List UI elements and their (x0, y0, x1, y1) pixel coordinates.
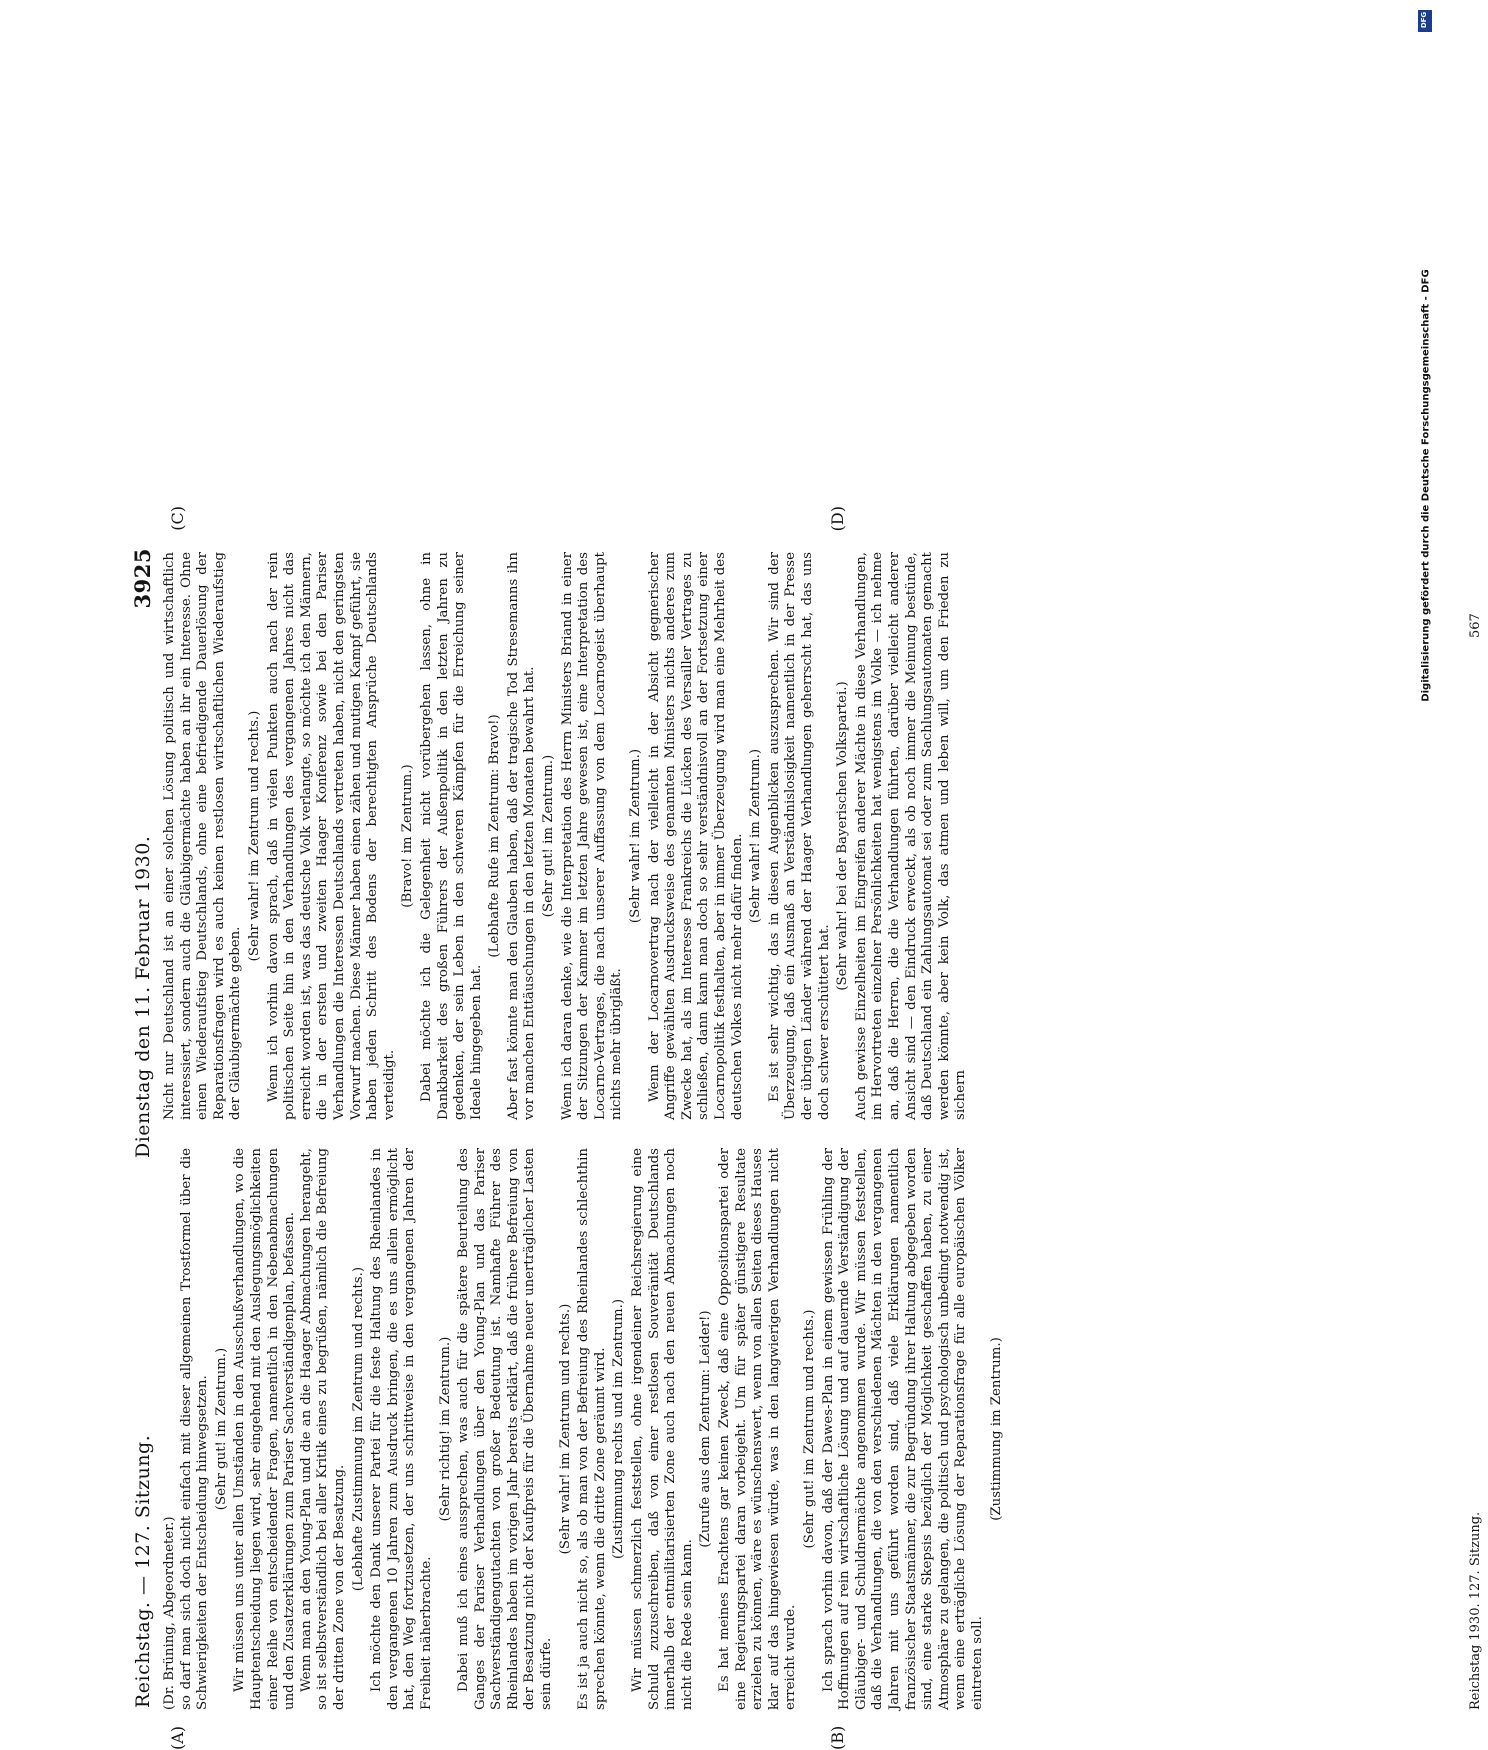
interjection: (Bravo! im Zentrum.) (400, 764, 416, 908)
interjection: (Sehr wahr! im Zentrum.) (748, 748, 764, 924)
paragraph: (Dr. Brüning, Abgeordneter.) (162, 1516, 177, 1710)
paragraph: Auch gewisse Einzelheiten im Eingreifen anderer Mächte in diese Verhandlungen, im Hervortreten einzelner Persönlichkeiten hat wenigstens im Volke — ich nehme an, daß die Herren, die die Verhandlungen führten, darüber vielleicht anderer Ansicht sind — den Eindruck erweckt, als ob noch immer die Meinung bestünde, daß Deutschland ein Zahlungsautomat sei oder zum Sachlungsautomaten gemacht werden könnte, aber kein Volk, das atmen und leben will, um den Frieden zu sichern (853, 552, 969, 1120)
document-page (128, 506, 1488, 1750)
interjection: (Zurufe aus dem Zentrum: Leider!) (698, 1310, 714, 1548)
paragraph: Dabei möchte ich die Gelegenheit nicht vorübergehen lassen, ohne in Dankbarkeit des großen Führers der Außenpolitik in den letzten Jahren zu gedenken, der sein Leben in den schweren Kämpfen für die Erreichung seiner Ideale hingegeben hat. (418, 552, 484, 1120)
interjection: (Sehr wahr! bei der Bayerischen Volkspartei.) (835, 681, 851, 991)
interjection: (Sehr wahr! im Zentrum und rechts.) (557, 1303, 573, 1555)
paragraph: Dabei muß ich eines aussprechen, was auch für die spätere Beurteilung des Ganges der Pariser Verhandlungen über den Young-Plan und das Pariser Sachverständigengutachten von großer Bedeutung ist. Namhafte Führer des Rheinlandes haben im vorigen Jahr bereits erklärt, daß die frühere Befreiung von der Besatzung nicht der Kaufpreis für die Übernahme neuer unerträglicher Lasten sein dürfe. (456, 1148, 555, 1710)
interjection: (Sehr gut! im Zentrum.) (541, 754, 557, 918)
footer-signature: 567 (1468, 613, 1483, 638)
interjection: (Sehr richtig! im Zentrum.) (437, 1336, 453, 1522)
paragraph: Wenn ich vorhin davon sprach, daß in vielen Punkten auch nach der rein politischen Seite hin in den Verhandlungen des vergangenen Jahres nicht das erreicht worden ist, was das deutsche Volk verlangte, so möchte ich den Männern, die in der ersten und zweiten Haager Konferenz sowie bei den Pariser Verhandlungen die Interessen Deutschlands vertreten haben, nicht den geringsten Vorwurf machen. Diese Männer haben einen zähen und mutigen Kampf geführt, sie haben jeden Schritt des Bodens der berechtigten Ansprüche Deutschlands verteidigt. (265, 552, 397, 1120)
footer-left: Reichstag 1930. 127. Sitzung. (1468, 1511, 1483, 1710)
dfg-logo-text: DFG (1420, 11, 1429, 29)
right-column (162, 552, 970, 1120)
interjection: (Sehr gut! im Zentrum.) (213, 1347, 229, 1511)
margin-mark-b: (B) (828, 1725, 847, 1750)
paragraph: so darf man sich doch nicht einfach mit dieser allgemeinen Trostformel über die Schwierigkeiten der Entscheidung hinwegsetzen. (178, 1148, 211, 1710)
page-number: 3925 (130, 548, 155, 609)
paragraph: Es ist ja auch nicht so, als ob man von der Befreiung des Rheinlandes schlechthin sprechen könnte, wenn die dritte Zone geräumt wird. (576, 1148, 608, 1710)
paragraph: Wenn der Locarnovertrag nach der vielleicht in der Absicht gegnerischer Angriffe gewählten Ausdrucksweise des genannten Ministers nichts anderes zum Zwecke hat, als im Interesse Frankreichs die Lücken des Versailler Vertrages zu schließen, dann kann man doch so sehr verständnisvoll an der Fortsetzung einer Locarnopolitik festhalten, aber in immer Überzeugung wird man eine Mehrheit des deutschen Volkes nicht mehr dafür finden. (646, 552, 745, 1120)
side-credit (1416, 10, 1430, 980)
margin-mark-d: (D) (828, 506, 847, 532)
interjection: (Zustimmung rechts und im Zentrum.) (611, 1298, 627, 1560)
header-session: Reichstag. — 127. Sitzung. (132, 1434, 154, 1708)
rotated-content (130, 506, 1483, 1750)
interjection: (Sehr wahr! im Zentrum und rechts.) (246, 710, 262, 962)
paragraph: Es ist sehr wichtig, das in diesen Augenblicken auszusprechen. Wir sind der Überzeugung, daß ein Ausmaß an Verständnislosigkeit namentlich in der Presse der übrigen Länder während der Haager Verhandlungen geherrscht hat, das uns doch schwer erschüttert hat. (766, 552, 832, 1120)
margin-mark-a: (A) (168, 1725, 187, 1750)
paragraph: Ich sprach vorhin davon, daß der Dawes-Plan in einem gewissen Frühling der Hoffnungen auf rein wirtschaftliche Lösung und auf dauernde Verständigung der Gläubiger- und Schuldnermächte angenommen wurde. Wir müssen feststellen, daß die Verhandlungen, die von den verschiedenen Mächten in den vergangenen Jahren mit uns geführt worden sind, daß viele Erklärungen namentlich französischer Staatsmänner, die zur Begründung ihrer Haltung abgegeben worden sind, eine starke Skepsis bezüglich der Möglichkeit geschaffen haben, zu einer Atmosphäre zu gelangen, die politisch und psychologisch unbedingt notwendig ist, wenn eine erträgliche Lösung der Reparationsfrage für alle europäischen Völker eintreten soll. (820, 1148, 985, 1710)
paragraph: Ich möchte den Dank unserer Partei für die feste Haltung des Rheinlandes in den vergangenen 10 Jahren zum Ausdruck bringen, die es uns allein ermöglicht hat, den Weg fortzusetzen, der uns schrittweise in den vergangenen Jahren der Freiheit näherbrachte. (369, 1148, 434, 1710)
paragraph: Es hat meines Erachtens gar keinen Zweck, daß eine Oppositionspartei oder eine Regierungspartei daran vorbeigeht. Um für später günstigere Resultate erzielen zu können, wäre es wünschenswert, wenn von allen Seiten dieses Hauses klar auf das hingewiesen würde, was in den langwierigen Verhandlungen nicht erreicht wurde. (717, 1148, 799, 1710)
margin-mark-c: (C) (168, 506, 187, 531)
interjection: (Lebhafte Zustimmung im Zentrum und rechts.) (350, 1266, 366, 1592)
interjection: (Sehr wahr! im Zentrum.) (628, 748, 644, 924)
paragraph: Wir müssen uns unter allen Umständen in den Ausschußverhandlungen, wo die Hauptentscheidung liegen wird, sehr eingehend mit den Auslegungsmöglichkeiten einer Reihe von entscheidender Fragen, namentlich in den Nebenabmachungen und den Zusatzerklärungen zum Pariser Sachverständigenplan, befassen. (232, 1148, 298, 1710)
paragraph: Wir müssen schmerzlich feststellen, ohne irgendeiner Reichsregierung eine Schuld zuzuschreiben, daß von einer restlosen Souveränität Deutschlands innerhalb der entmilitarisierten Zone auch nach den neuen Abmachungen noch nicht die Rede sein kann. (630, 1148, 695, 1710)
interjection: (Zustimmung im Zentrum.) (988, 1337, 1004, 1521)
page-header (128, 538, 156, 1718)
paragraph: Aber fast könnte man den Glauben haben, daß der tragische Tod Stresemanns ihn vor manchen Enttäuschungen in den letzten Monaten bewahrt hat. (505, 552, 538, 1120)
header-date: Dienstag den 11. Februar 1930. (132, 835, 154, 1158)
left-column (162, 1148, 1007, 1710)
side-credit-text: Digitalisierung gefördert durch die Deutsche Forschungsgemeinschaft - DFG (1420, 269, 1432, 702)
interjection: (Sehr gut! im Zentrum und rechts.) (801, 1309, 817, 1549)
interjection: (Lebhafte Rufe im Zentrum: Bravo!) (487, 714, 503, 958)
paragraph: Wenn ich daran denke, wie die Interpretation des Herrn Ministers Briand in einer der Sitzungen der Kammer im letzten Jahre gewesen ist, eine Interpretation des Locarno-Vertrages, die nach unserer Auffassung von dem Locarnogeist überhaupt nichts mehr übrigläßt. (559, 552, 625, 1120)
paragraph: Wenn man an den Young-Plan und die an die Haager Abmachungen herangeht, so ist selbstverständlich bei aller Kritik eines zu begrüßen, nämlich die Befreiung der dritten Zone von der Besatzung. (298, 1148, 347, 1710)
paragraph: Nicht nur Deutschland ist an einer solchen Lösung politisch und wirtschaftlich interessiert, sondern auch die Gläubigermächte haben an ihr ein Interesse. Ohne einen Wiederaufstieg Deutschlands, ohne eine befriedigende Dauerlösung der Reparationsfragen wird es auch keinen restlosen wirtschaftlichen Wiederaufstieg der Gläubigermächte geben. (162, 552, 244, 1120)
